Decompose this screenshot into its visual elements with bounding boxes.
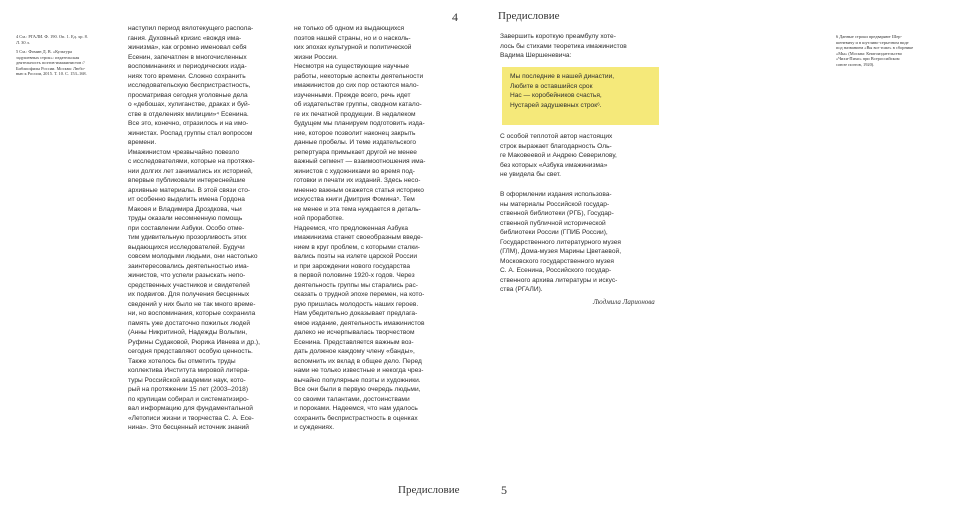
page-number-left: 4 <box>452 10 458 24</box>
running-title-right: Предисловие <box>498 10 560 22</box>
running-title-left: Предисловие <box>398 484 460 496</box>
acknowledgements-paragraph: С особой теплотой автор настоящих строк выражает благодарность Оль- ге Маковеевой и Андрею Северилову, без которых «Азбука имажинизма» не увидела бы свет. <box>500 133 617 178</box>
poem-quote: Мы последние в нашей династии, Любите в оставшийся срок Нас — коробейников счастья, Нустарей задушевных строк⁶. <box>510 73 615 109</box>
footnote-5: 5 См.: Фомин Д. В. «Культура задушевных строк»: издательская деятельность поэтов-имажинистов // Библиофилы России. Москва: Любо- вью к России, 2015. Т. 10. С. 153–168. <box>16 49 87 77</box>
author-signature: Людмила Ларионова <box>593 298 655 306</box>
footnote-4: 4 См.: РГАЛИ. Ф. 190. Оп. 1. Ед. хр. 8. Л. 30 л. <box>16 34 88 45</box>
page-number-right: 5 <box>501 483 507 497</box>
left-page-column-1: наступил период вялотекущего распола- гания. Духовный кризис «вождя има- жинизма», как огромно именовал себя Есенин, запечатлен в многочисленных воспоминаниях и периодических изда- ниях того времени. Сложно сохранить исследовательскую беспристрастность, просматривая сегодня уголовные дела о «дебошах, хулиганстве, драках и буй- стве в отделениях милиции»⁴ Есенина. Все это, конечно, отразилось и на имо- жинистах. Роспад группы стал вопросом времени. Имажинистом чрезвычайно повезло с исследователями, которые на протяже- нии долгих лет занимались их историей, впервые публиковали интереснейшие архивные материалы. В этой связи сто- ит особенно выделить имена Гордона Макоея и Владимира Дроздкова, чьи труды оказали несомненную помощь при составлении Азбуки. Особо отме- тим удивительную прозорливость этих выдающихся исследователей. Будучи совсем молодыми людьми, они настолько заинтересовались деятельностью има- жинистов, что успели разыскать непо- средственных участников и свидетелей их подвигов. Для получения бесценных сведений у них было не так много време- ни, но воспоминания, которые сохранила память уже достаточно пожилых людей (Анны Никритиной, Надежды Вольпин, Руфины Судаковой, Рюрика Ивнева и др.), сегодня представляют особую ценность. Также хотелось бы отметить труды коллектива Института мировой литера- туры Российской академии наук, кото- рый на протяжении 15 лет (2003–2018) по крупицам собирал и систематизиро- вал информацию для фундаментальной «Летописи жизни и творчества С. А. Есе- нина». Это бесценный источник знаний <box>128 25 260 431</box>
materials-paragraph: В оформлении издания использова- ны материалы Российской государ- ственной библиотеки (РГБ), Государ- ственной публичной исторической библиотеки России (ГПИБ России), Государственного литературного музея (ГЛМ), Дома-музея Марины Цветаевой, Московского государственного музея С. А. Есенина, Российского государ- ственного архива литературы и искус- ства (РГАЛИ). <box>500 191 622 293</box>
left-page-column-2: не только об одном из выдающихся поэтов нашей страны, но и о насколь- ких эпохах культурной и политической жизни России. Несмотря на существующие научные работы, некоторые аспекты деятельности имажинистов до сих пор остаются мало- изученными. Прежде всего, речь идет об издательстве группы, сводном катало- ге их печатной продукции. В недалеком будущем мы планируем подготовить изда- ние, которое позволит наконец закрыть данные пробелы. И теме издательского репертуара примыкает другой не менее важный сегмент — взаимоотношения има- жинистов с художниками во время под- готовки и печати их изданий. Здесь несо- мненно важным окажется статья историко искусства книги Дмитрия Фомина⁵. Тем не менее и эта тема нуждается в деталь- ной проработке. Надеемся, что предложенная Азбука имажинизма станет своеобразным введе- нием в круг проблем, с которыми сталки- вались поэты на излете царской России и при зарождении нового государства в первой половине 1920-х годов. Через деятельность группы мы старались рас- сказать о трудной эпохе перемен, на кото- рую пришлась молодость наших героев. Нам убедительно доказывает предлага- емое издание, деятельность имажинистов далеко не исчерпывалась творчеством Есенина. Представляется важным воз- дать должное каждому члену «банды», вспомнить их вклад в общее дело. Перед нами не только известные и некогда чрез- вычайно популярные поэты и художники. Все они были в первую очередь людьми, со своими талантами, достоинствами и пороками. Надеемся, что нам удалось сохранить беспристрастность в оценках и суждениях. <box>294 25 426 431</box>
footnote-6: 6 Данные строки предваряют Шер- шеневичу и в шутливо-серьезном виде под названием «Вы все тоже» в сборнике «Мы» (Москва: Книгоиздательство «Чихи-Пихи» при Всероссийском союзе поэтов, 1920). <box>836 34 914 67</box>
intro-paragraph: Завершить короткую преамбулу хоте- лось бы стихами теоретика имажинистов Вадима Шершеневича: <box>500 33 627 59</box>
